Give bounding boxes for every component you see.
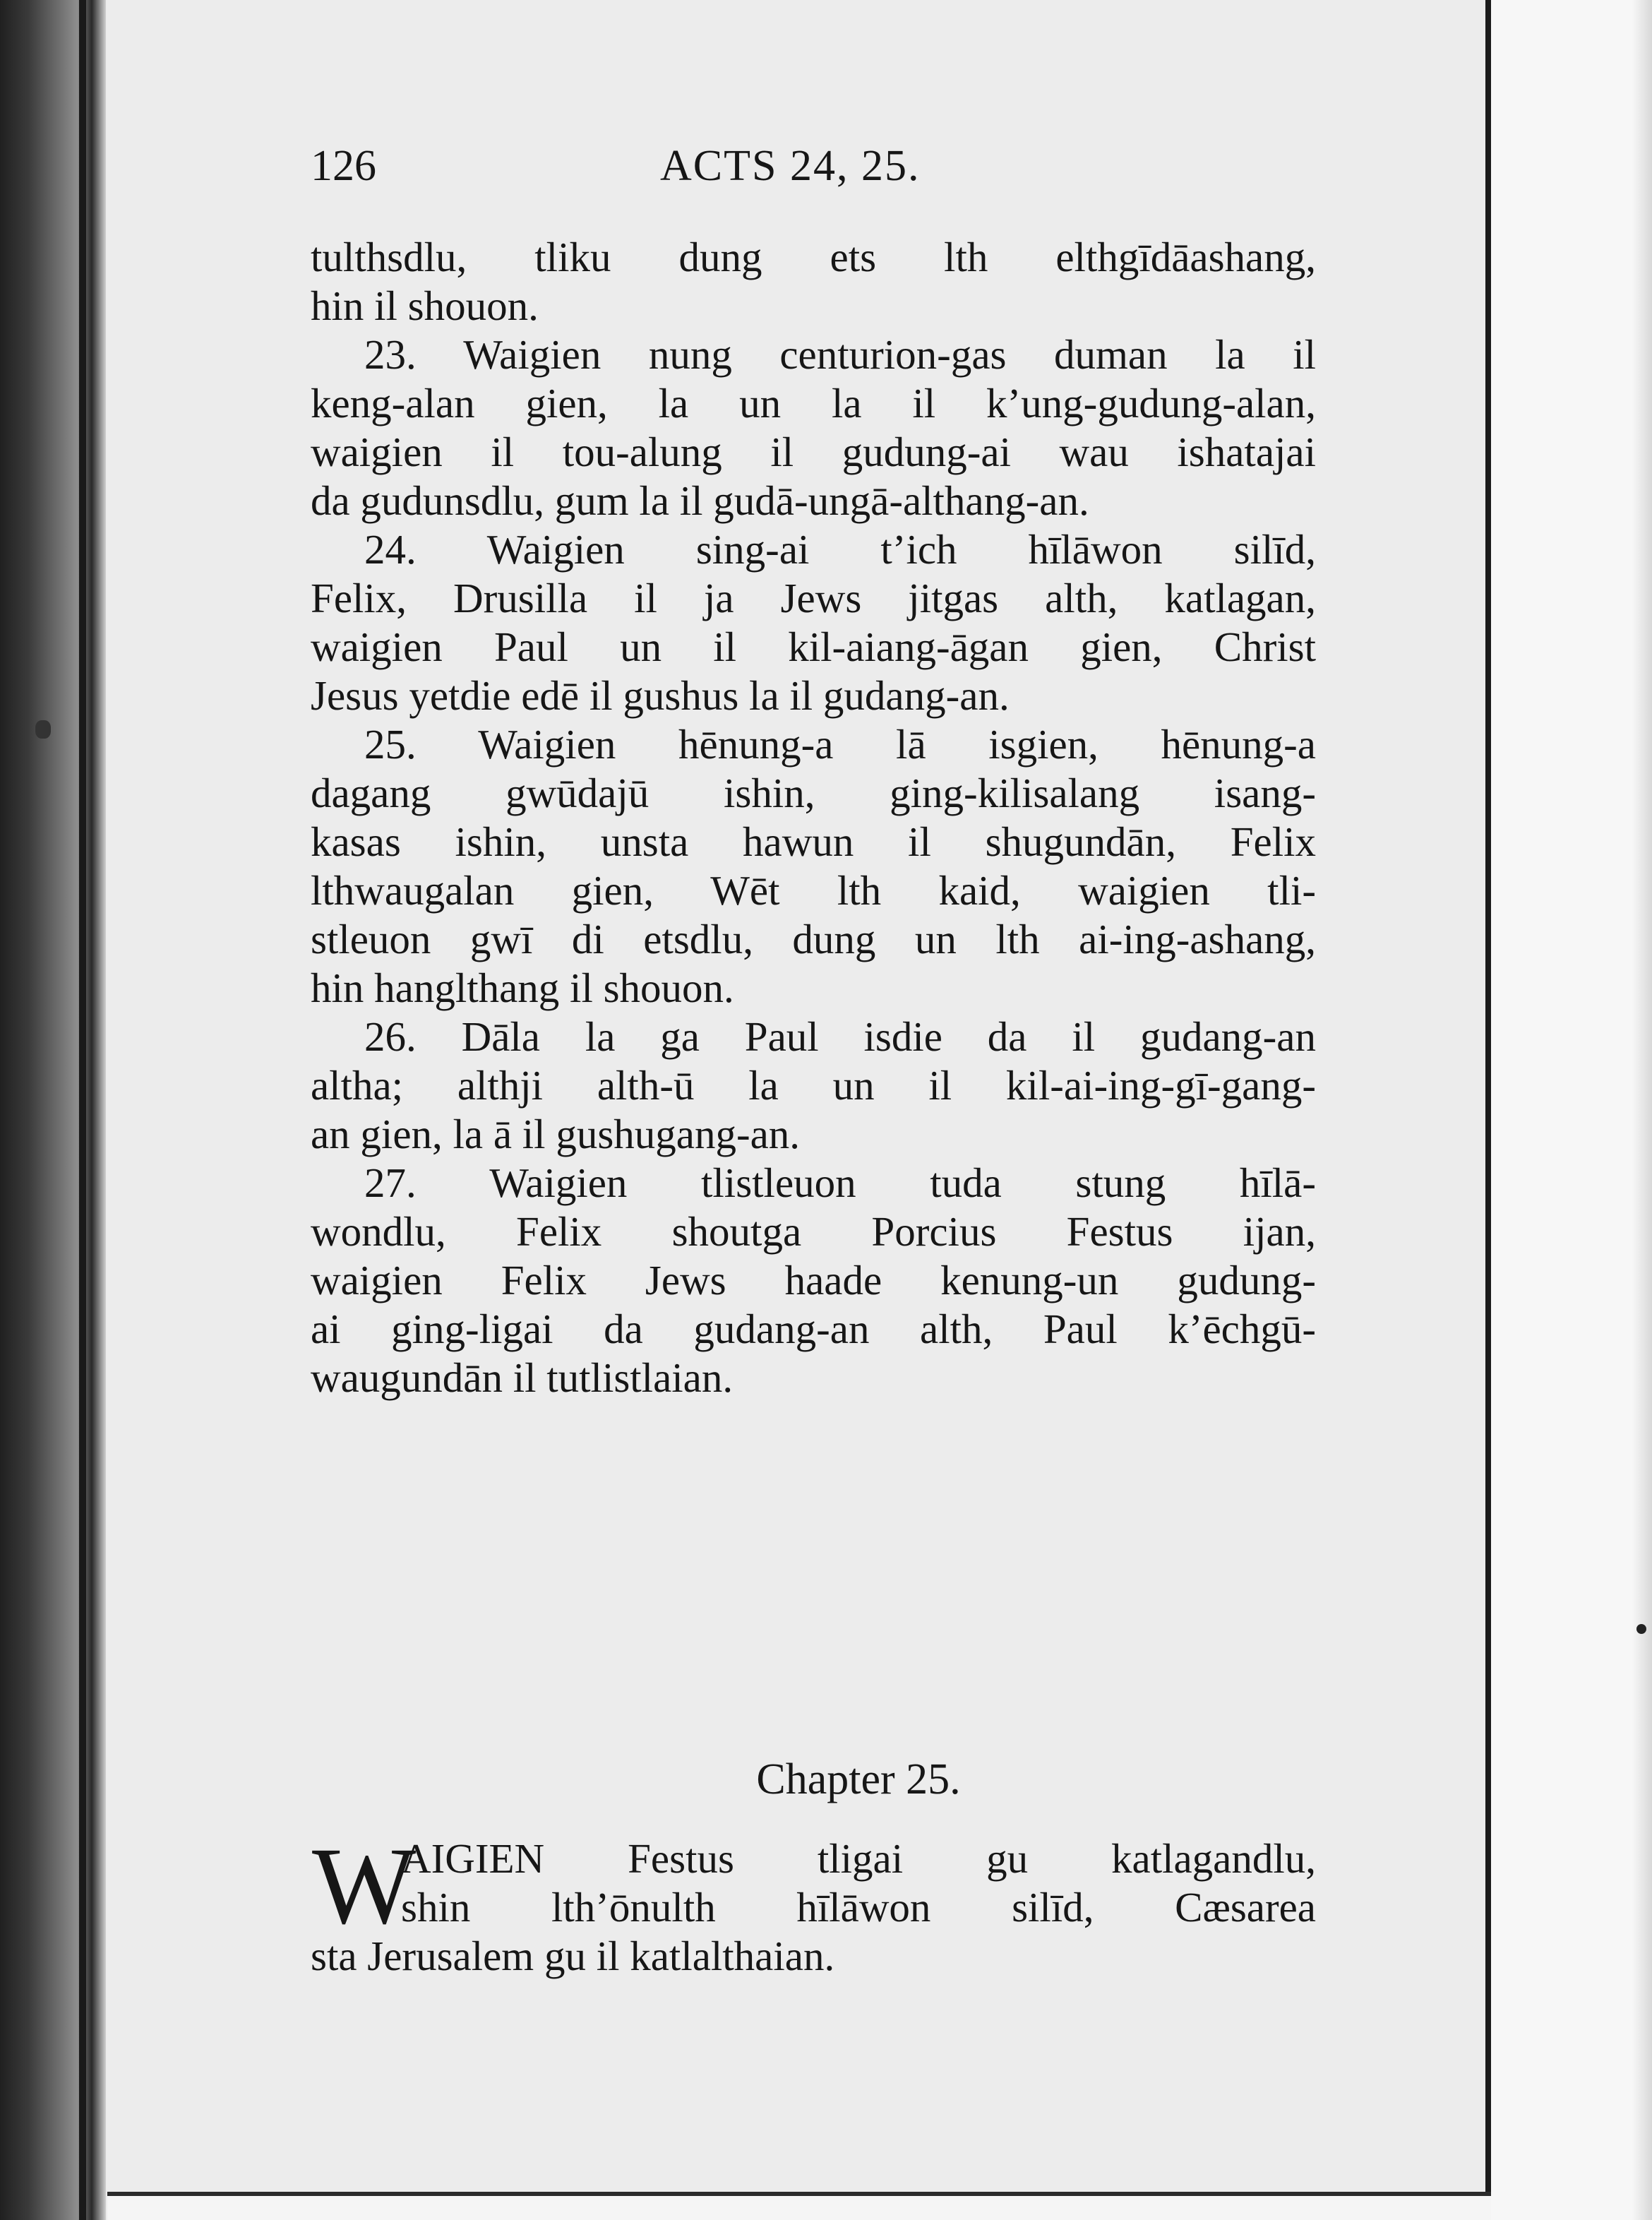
text-line: lthwaugalan gien, Wēt lth kaid, waigien tli- [311,867,1316,914]
chapter-heading [311,1751,1316,1808]
text-line: dagang gwūdajū ishin, ging-kilisalang isang- [311,770,1316,816]
page-edge [1485,0,1491,2192]
text-line: keng-alan gien, la un la il k’ung-gudung-alan, [311,380,1316,426]
text-line: waigien il tou-alung il gudung-ai wau ishatajai [311,429,1316,475]
drop-cap-letter: W [312,1825,417,1947]
text-line: 24. Waigien sing-ai t’ich hīlāwon silīd, [364,526,1316,573]
text-line: 26. Dāla la ga Paul isdie da il gudang-an [364,1013,1316,1060]
chapter-opening-paragraph [311,1825,1316,1981]
text-line: altha; althji alth-ū la un il kil-ai-ing-gī-gang- [311,1062,1316,1109]
text-line: 25. Waigien hēnung-a lā isgien, hēnung-a [364,721,1316,768]
text-line: da gudunsdlu, gum la il gudā-ungā-althang-an. [311,477,1089,524]
text-line: 23. Waigien nung centurion-gas duman la il [364,331,1316,378]
text-line: waigien Felix Jews haade kenung-un gudung- [311,1257,1316,1303]
text-line: Jesus yetdie edē il gushus la il gudang-an. [311,672,1010,719]
text-line: an gien, la ā il gushugang-an. [311,1111,801,1157]
scan-speck [1636,1624,1646,1634]
text-line: 27. Waigien tlistleuon tuda stung hīlā- [364,1159,1316,1206]
text-line: Felix, Drusilla il ja Jews jitgas alth, katlagan, [311,575,1316,621]
facing-page-shadow [1632,0,1652,2220]
facing-page-edge [1491,0,1652,2220]
scan-speck [35,720,51,739]
text-line: hin hanglthang il shouon. [311,965,734,1011]
running-title: ACTS 24, 25. [660,142,921,190]
page-number: 126 [311,142,376,190]
text-line: hin il shouon. [311,282,539,329]
chapter-heading-label: Chapter 25. [756,1755,961,1803]
text-line: waugundān il tutlistlaian. [311,1354,734,1401]
text-line: AIGIEN Festus tligai gu katlagandlu, [401,1835,1316,1882]
text-line: shin lth’ōnulth hīlāwon silīd, Cæsarea [401,1884,1316,1930]
text-line: sta Jerusalem gu il katlalthaian. [311,1933,835,1979]
binding-shadow-line [79,0,86,2220]
text-line: stleuon gwī di etsdlu, dung un lth ai-ing-ashang, [311,916,1316,962]
text-line: kasas ishin, unsta hawun il shugundān, Felix [311,818,1316,865]
text-line: ai ging-ligai da gudang-an alth, Paul k’ēchgū- [311,1306,1316,1352]
verses-text-block [311,233,1316,1402]
text-line: waigien Paul un il kil-aiang-āgan gien, Christ [311,623,1316,670]
book-binding-gutter [0,0,106,2220]
page-bottom-margin [107,2196,1491,2220]
text-line: wondlu, Felix shoutga Porcius Festus ijan, [311,1208,1316,1255]
text-line: tulthsdlu, tliku dung ets lth elthgīdāashang, [311,234,1316,280]
page-header [311,141,1327,198]
